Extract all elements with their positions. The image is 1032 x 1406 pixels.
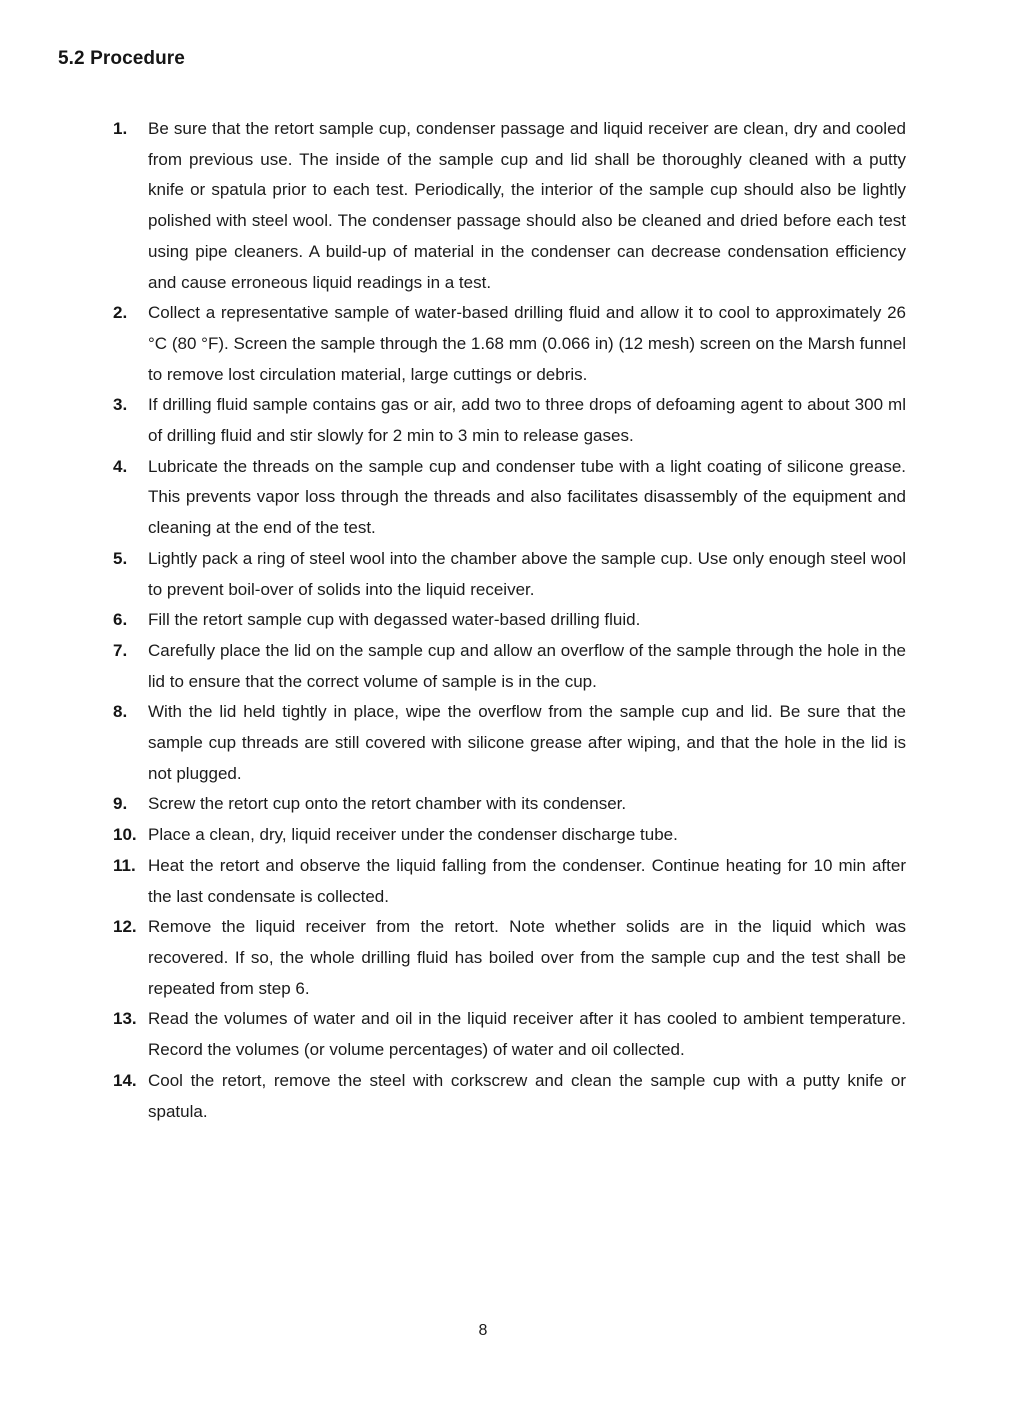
step-text: Place a clean, dry, liquid receiver under the condenser discharge tube.	[148, 825, 678, 845]
step-number: 5.	[113, 548, 128, 568]
procedure-step	[113, 298, 906, 390]
step-number: 6.	[113, 610, 128, 630]
step-text: Lubricate the threads on the sample cup and condenser tube with a light coating of silicone grease. This prevents vapor loss through the threads and also facilitates disassembly of the equipment and cleaning at the end of the test.	[148, 456, 906, 538]
procedure-step	[113, 452, 906, 544]
procedure-step	[113, 544, 906, 605]
procedure-step	[113, 697, 906, 789]
procedure-step	[113, 789, 906, 820]
procedure-step	[113, 636, 906, 697]
procedure-step	[113, 820, 906, 851]
step-number: 12.	[113, 917, 137, 937]
step-text: Remove the liquid receiver from the retort. Note whether solids are in the liquid which was recovered. If so, the whole drilling fluid has boiled over from the sample cup and the test shall be repeated from step 6.	[148, 917, 906, 998]
step-text: Be sure that the retort sample cup, condenser passage and liquid receiver are clean, dry and cooled from previous use. The inside of the sample cup and lid shall be thoroughly cleaned with a putty knife or spatula prior to each test. Periodically, the interior of the sample cup should also be lightly polished with steel wool. The condenser passage should also be cleaned and dried before each test using pipe cleaners. A build-up of material in the condenser can decrease condensation efficiency and cause erroneous liquid readings in a test.	[148, 119, 906, 292]
step-text: Lightly pack a ring of steel wool into the chamber above the sample cup. Use only enough steel wool to prevent boil-over of solids into the liquid receiver.	[148, 548, 906, 599]
step-text: Carefully place the lid on the sample cup and allow an overflow of the sample through the hole in the lid to ensure that the correct volume of sample is in the cup.	[148, 640, 906, 691]
procedure-step	[113, 605, 906, 636]
step-text: Collect a representative sample of water-based drilling fluid and allow it to cool to approximately 26 °C (80 °F). Screen the sample through the 1.68 mm (0.066 in) (12 mesh) screen on the Marsh funnel to remove lost circulation material, large cuttings or debris.	[148, 303, 906, 384]
step-number: 9.	[113, 794, 128, 814]
step-number: 2.	[113, 303, 128, 323]
page-number: 8	[478, 1322, 488, 1339]
step-number: 13.	[113, 1009, 137, 1029]
section-heading: 5.2 Procedure	[58, 48, 185, 69]
procedure-step	[113, 1066, 906, 1127]
step-text: Screw the retort cup onto the retort chamber with its condenser.	[148, 794, 627, 814]
step-text: If drilling fluid sample contains gas or air, add two to three drops of defoaming agent to about 300 ml of drilling fluid and stir slowly for 2 min to 3 min to release gases.	[148, 395, 906, 446]
procedure-list	[113, 114, 906, 1127]
step-number: 1.	[113, 119, 128, 138]
step-number: 8.	[113, 702, 128, 722]
step-number: 11.	[113, 855, 136, 875]
step-number: 3.	[113, 395, 128, 415]
step-number: 7.	[113, 640, 128, 660]
procedure-step	[113, 390, 906, 451]
procedure-step	[113, 912, 906, 1004]
step-number: 14.	[113, 1070, 137, 1090]
step-number: 4.	[113, 456, 128, 476]
step-number: 10.	[113, 825, 137, 845]
procedure-step	[113, 114, 906, 298]
procedure-step	[113, 1004, 906, 1065]
step-text: Read the volumes of water and oil in the liquid receiver after it has cooled to ambient temperature. Record the volumes (or volume percentages) of water and oil collected.	[148, 1009, 906, 1060]
step-text: With the lid held tightly in place, wipe the overflow from the sample cup and lid. Be sure that the sample cup threads are still covered with silicone grease after wiping, and that the hole in the lid is not plugged.	[148, 702, 906, 783]
step-text: Fill the retort sample cup with degassed water-based drilling fluid.	[148, 610, 641, 630]
step-text: Cool the retort, remove the steel with corkscrew and clean the sample cup with a putty knife or spatula.	[148, 1070, 906, 1121]
step-text: Heat the retort and observe the liquid falling from the condenser. Continue heating for 10 min after the last condensate is collected.	[148, 855, 906, 906]
procedure-step	[113, 851, 906, 912]
